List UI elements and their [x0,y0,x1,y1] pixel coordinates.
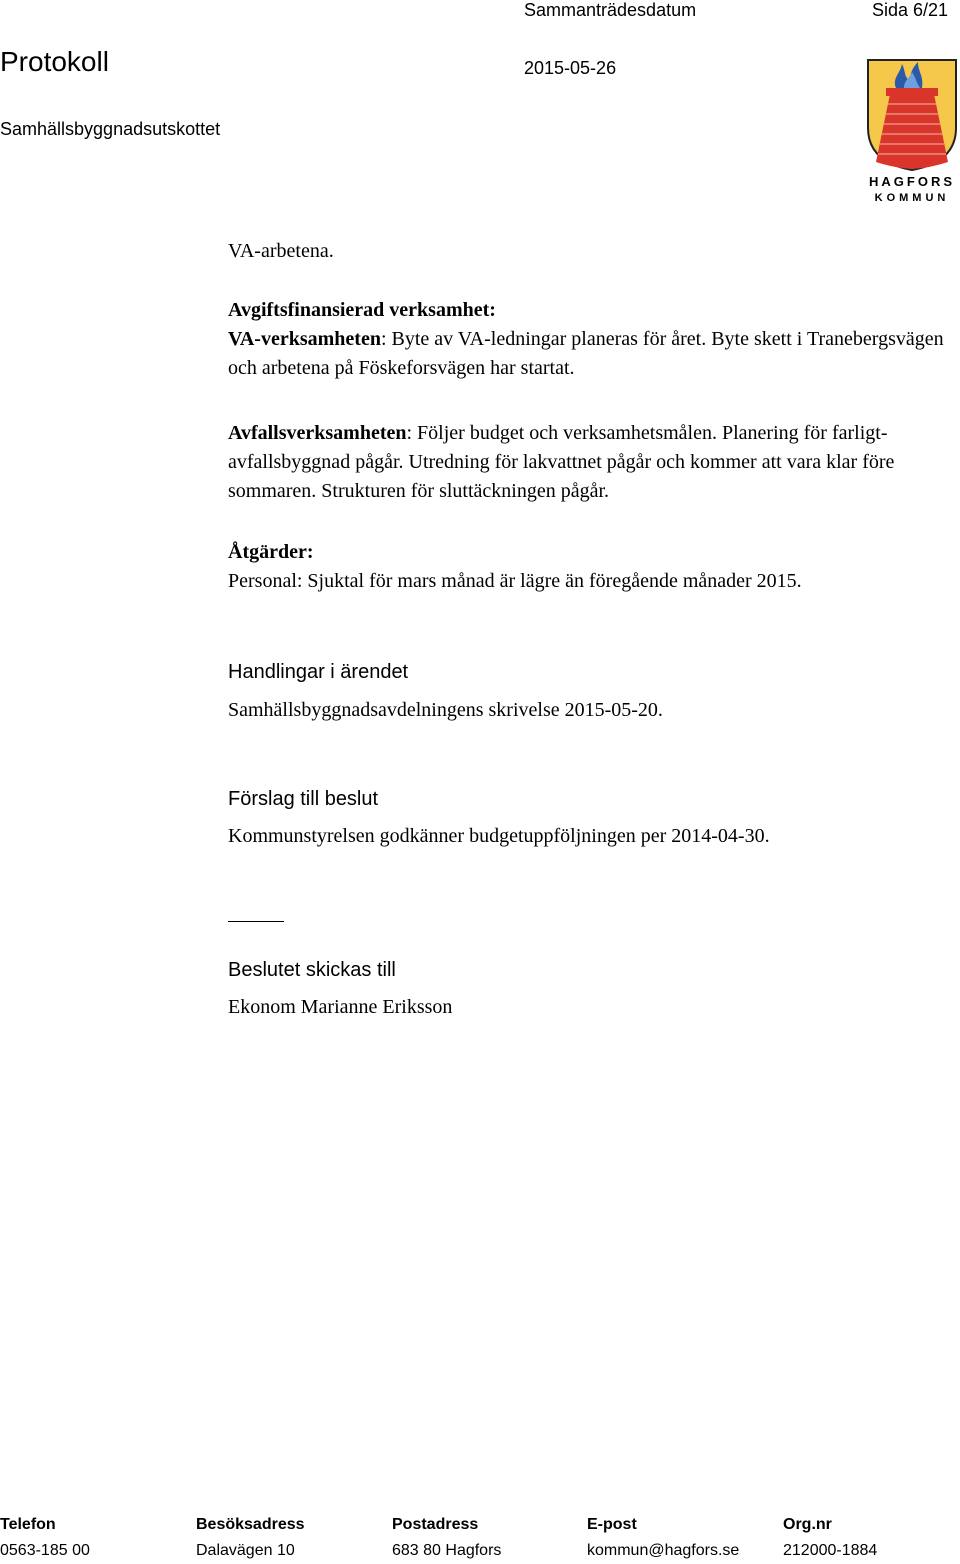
footer-org-value: 212000-1884 [783,1542,878,1559]
footer-postal-value: 683 80 Hagfors [392,1542,502,1559]
footer-postal-address [392,1512,501,1564]
hagfors-shield-icon [866,58,958,204]
va-text: : Byte av VA-ledningar planeras för året. Byte skett i Tranebergsvägen och arbetena på Föskeforsvägen har startat. [228,328,944,379]
fee-financed-heading: Avgiftsfinansierad verksamhet: [228,299,496,321]
footer-visit-value: Dalavägen 10 [196,1542,295,1559]
logo-text-kommun: KOMMUN [874,192,950,204]
page-number: Sida 6/21 [872,0,949,20]
sent-to-heading: Beslutet skickas till [228,959,396,981]
meeting-date-label: Sammanträdesdatum [524,0,697,20]
footer-visit-label: Besöksadress [196,1516,305,1533]
footer-visit-address [196,1512,305,1564]
footer-email-label: E-post [587,1516,637,1533]
meeting-date: 2015-05-26 [524,58,617,78]
footer-phone [0,1512,90,1564]
proposal-heading: Förslag till beslut [228,788,379,810]
actions-heading: Åtgärder: [228,541,314,563]
logo-text-hagfors: HAGFORS [869,174,955,189]
divider-line [228,921,284,922]
footer-org-label: Org.nr [783,1516,832,1533]
footer-phone-value: 0563-185 00 [0,1542,90,1559]
documents-text: Samhällsbyggnadsavdelningens skrivelse 2015-05-20. [228,699,663,721]
footer-phone-label: Telefon [0,1516,56,1533]
footer-email [587,1512,739,1564]
va-paragraph [228,325,948,383]
footer-email-value[interactable]: kommun@hagfors.se [587,1542,740,1559]
footer-postal-label: Postadress [392,1516,479,1533]
actions-section [228,538,948,596]
committee-name: Samhällsbyggnadsutskottet [0,119,221,139]
waste-label: Avfallsverksamheten [228,422,407,444]
fee-financed-section [228,296,948,383]
intro-text: VA-arbetena. [228,240,334,262]
footer-org-number [783,1512,877,1564]
documents-heading: Handlingar i ärendet [228,661,409,683]
proposal-text: Kommunstyrelsen godkänner budgetuppföljningen per 2014-04-30. [228,825,770,847]
hagfors-logo [866,58,958,204]
va-label: VA-verksamheten [228,328,381,350]
waste-paragraph [228,419,948,506]
sent-to-text: Ekonom Marianne Eriksson [228,996,453,1018]
waste-text: : Följer budget och verksamhetsmålen. Planering för farligt-avfallsbyggnad pågår. Utredning för lakvattnet pågår och kommer att vara klar före sommaren. Strukturen för sluttäckningen pågår. [228,422,895,502]
page-title: Protokoll [0,46,109,77]
actions-text: Personal: Sjuktal för mars månad är lägre än föregående månader 2015. [228,570,802,592]
